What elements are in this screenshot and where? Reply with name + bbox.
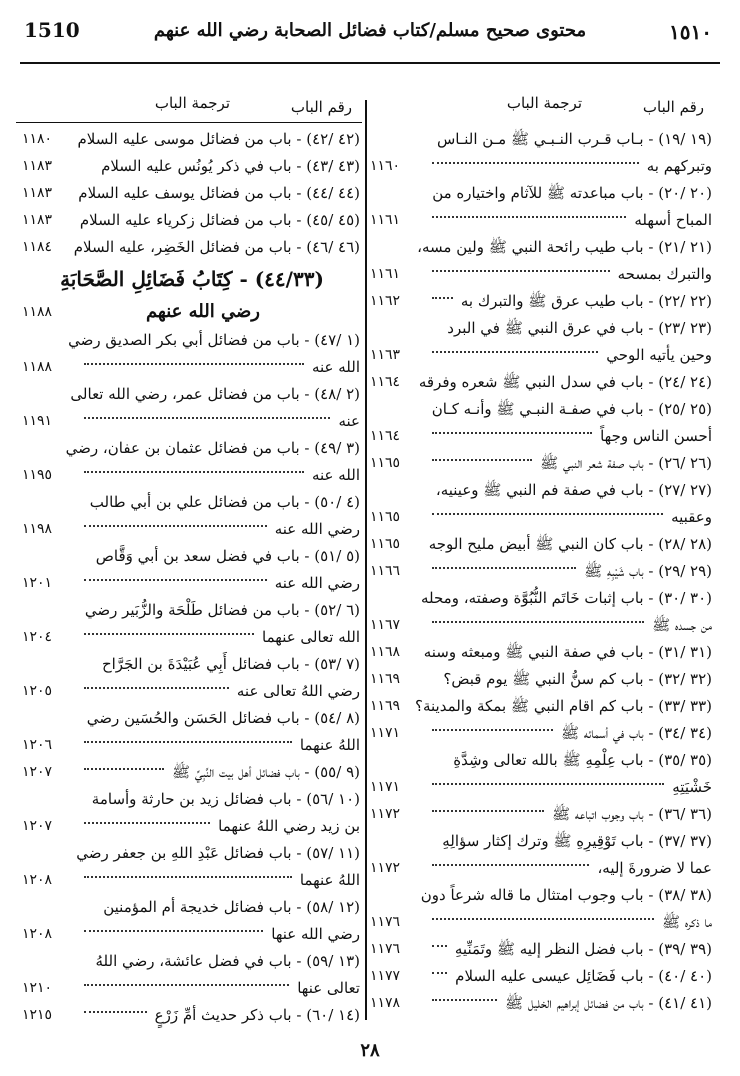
entry-text: من جسده ﷺ <box>652 616 712 634</box>
dot-leader <box>84 930 263 932</box>
dot-leader <box>432 864 589 866</box>
entry-text: اللهُ عنهما <box>299 736 360 754</box>
dot-leader <box>84 984 289 986</box>
chapter-entry <box>372 531 712 558</box>
right-entries <box>372 126 712 1017</box>
entry-text: (٣١ /٣١) - باب في صفة النبي ﷺ ومبعثه وسنه <box>423 643 712 661</box>
entry-page-number: ١١٩٨ <box>22 521 53 537</box>
entry-text: (٣٦ /٣٦) - باب وجوب اتباعه ﷺ <box>552 805 712 823</box>
entry-text: رضي الله عنه <box>274 520 360 538</box>
entry-text: (١٠ /٥٦) - باب فضائل زيد بن حارثة وأسامة <box>91 790 360 808</box>
chapter-number-heading: رقم الباب <box>642 98 704 116</box>
dot-leader <box>432 270 610 272</box>
chapter-entry <box>372 963 712 990</box>
entry-text: (٢٢ /٢٢) - باب طيب عرق ﷺ والتبرك به <box>460 292 712 310</box>
entry-continuation-line <box>24 354 360 381</box>
entry-text: (٤٣ /٤٣) - باب في ذكر يُونُس عليه السلام <box>101 157 360 175</box>
entry-continuation-line <box>372 153 712 180</box>
entry-continuation-line <box>372 207 712 234</box>
dot-leader <box>84 768 164 770</box>
entry-page-number: ١١٧١ <box>370 725 401 741</box>
chapter-entry <box>372 693 712 720</box>
dot-leader <box>432 729 553 731</box>
entry-page-number: ١١٦٣ <box>370 347 401 363</box>
entry-page-number: ١١٦٤ <box>370 428 401 444</box>
entry-continuation-line <box>372 855 712 882</box>
chapter-entry <box>372 747 712 774</box>
left-column-header-rule <box>16 122 362 123</box>
chapter-entry <box>24 759 360 786</box>
chapter-entry <box>372 936 712 963</box>
entry-text: (٢٧ /٢٧) - باب في صفة فم النبي ﷺ وعينيه، <box>435 481 712 499</box>
entry-page-number: ١٢٠٨ <box>22 926 53 942</box>
entry-continuation-line <box>24 462 360 489</box>
dot-leader <box>84 822 210 824</box>
column-divider <box>365 100 367 1020</box>
entry-text: (٣٥ /٣٥) - باب عِلْمِهِ ﷺ بالله تعالى وشِدَّةِ <box>453 751 712 769</box>
chapter-entry <box>24 327 360 354</box>
chapter-entry <box>372 882 712 909</box>
entry-continuation-line <box>24 813 360 840</box>
entry-text: (١١ /٥٧) - باب فضائل عَبْدِ اللهِ بن جعفر رضي <box>76 844 360 862</box>
entry-continuation-line <box>24 867 360 894</box>
entry-page-number: ١١٧١ <box>370 779 401 795</box>
chapter-entry <box>24 705 360 732</box>
dot-leader <box>432 162 639 164</box>
entry-text: والتبرك بمسحه <box>617 265 712 283</box>
dot-leader <box>432 945 447 947</box>
entry-text: المباح أسهله <box>634 211 712 229</box>
entry-continuation-line <box>372 612 712 639</box>
entry-continuation-line <box>372 909 712 936</box>
running-title: محتوى صحيح مسلم/كتاب فضائل الصحابة رضي الله عنهم <box>153 20 587 41</box>
entry-continuation-line <box>24 975 360 1002</box>
dot-leader <box>432 621 644 623</box>
chapter-entry <box>372 558 712 585</box>
entry-text: (٤٢ /٤٢) - باب من فضائل موسى عليه السلام <box>77 130 360 148</box>
entry-page-number: ١١٧٨ <box>370 995 401 1011</box>
entry-text: (٤٠ /٤٠) - باب فَضَائِل عيسى عليه السلام <box>455 967 712 985</box>
entry-page-number: ١١٨٨ <box>22 359 53 375</box>
chapter-entry <box>24 234 360 261</box>
dot-leader <box>432 513 663 515</box>
book-subtitle-line <box>24 297 360 327</box>
dot-leader <box>432 918 654 920</box>
entry-text: (٢٩ /٢٩) - باب شَيْبِهِ ﷺ <box>584 562 712 580</box>
entry-text: الله عنه <box>311 466 360 484</box>
entry-page-number: ١٢٠١ <box>22 575 53 591</box>
entry-text: (٨ /٥٤) - باب فضائل الحَسَن والحُسَين رضي <box>86 709 360 727</box>
entry-page-number: ١٢٠٥ <box>22 683 53 699</box>
entry-text: اللهُ عنهما <box>299 871 360 889</box>
chapter-entry <box>372 234 712 261</box>
entry-text: (٩ /٥٥) - باب فضائل أهل بيت النَّبِيِّ ﷺ <box>172 763 360 781</box>
entry-text: بن زيد رضي اللهُ عنهما <box>218 817 360 835</box>
entry-page-number: ١١٦٢ <box>370 293 401 309</box>
entry-text: ما ذكره ﷺ <box>661 913 712 931</box>
entry-page-number: ١٢٠٨ <box>22 872 53 888</box>
dot-leader <box>432 810 544 812</box>
dot-leader <box>432 351 598 353</box>
chapter-entry <box>372 828 712 855</box>
entry-page-number: ١١٦٩ <box>370 698 401 714</box>
entry-continuation-line <box>372 774 712 801</box>
entry-text: (٢٦ /٢٦) - باب صفة شعر النبي ﷺ <box>540 454 712 472</box>
entry-page-number: ١١٩٥ <box>22 467 53 483</box>
chapter-title-heading: ترجمة الباب <box>154 94 230 112</box>
chapter-entry <box>372 990 712 1017</box>
dot-leader <box>432 432 592 434</box>
dot-leader <box>84 471 304 473</box>
chapter-entry <box>24 948 360 975</box>
chapter-entry <box>24 435 360 462</box>
chapter-entry <box>24 840 360 867</box>
entry-continuation-line <box>372 504 712 531</box>
entry-text: (٧ /٥٣) - باب فضائل أَبِي عُبَيْدَةَ بن الجَرَّاح <box>101 655 360 673</box>
entry-text: (٣٨ /٣٨) - باب وجوب امتثال ما قاله شرعاً دون <box>420 886 712 904</box>
entry-continuation-line <box>24 678 360 705</box>
entry-page-number: ١١٨٣ <box>22 158 53 174</box>
entry-continuation-line <box>24 570 360 597</box>
entry-text: (٣٢ /٣٢) - باب كم سنُّ النبي ﷺ يوم قبض؟ <box>443 670 712 688</box>
entry-continuation-line <box>24 921 360 948</box>
entry-text: (٣٠ /٣٠) - باب إثبات خَاتَم النُّبُوَّة وصفته، ومحله <box>420 589 712 607</box>
entry-text: وتبركهم به <box>646 157 712 175</box>
chapter-entry <box>24 1002 360 1029</box>
dot-leader <box>432 972 447 974</box>
entry-page-number: ١١٧٦ <box>370 914 401 930</box>
chapter-entry <box>372 126 712 153</box>
entry-text: رضي الله عنه <box>274 574 360 592</box>
entry-text: (٢٨ /٢٨) - باب كان النبي ﷺ أبيض مليح الوجه <box>428 535 712 553</box>
entry-page-number: ١٢٠٤ <box>22 629 53 645</box>
entry-text: (٢٥ /٢٥) - باب في صفـة النبـي ﷺ وأنـه كـان <box>431 400 712 418</box>
dot-leader <box>84 1011 147 1013</box>
entry-text: (٤ /٥٠) - باب من فضائل علي بن أبي طالب <box>89 493 360 511</box>
dot-leader <box>432 999 497 1001</box>
dot-leader <box>432 216 626 218</box>
entry-continuation-line <box>24 408 360 435</box>
chapter-entry <box>372 315 712 342</box>
entry-page-number: ١١٦٥ <box>370 509 401 525</box>
chapter-entry <box>24 207 360 234</box>
chapter-entry <box>24 894 360 921</box>
chapter-entry <box>372 180 712 207</box>
entry-text: (٣٣ /٣٣) - باب كم اقام النبي ﷺ بمكة والمدينة؟ <box>414 697 712 715</box>
entry-page-number: ١١٦١ <box>370 266 401 282</box>
entry-continuation-line <box>372 261 712 288</box>
entry-text: (٣٧ /٣٧) - باب تَوْقِيرِهِ ﷺ وترك إكثار سؤالِهِ <box>442 832 712 850</box>
entry-continuation-line <box>24 516 360 543</box>
dot-leader <box>432 297 453 299</box>
dot-leader <box>84 417 330 419</box>
chapter-entry <box>372 396 712 423</box>
entry-text: تعالى عنها <box>297 979 360 997</box>
entry-text: خَشْيَتِهِ <box>672 778 712 796</box>
entry-text: (١٢ /٥٨) - باب فضائل خديجة أم المؤمنين <box>103 898 360 916</box>
chapter-entry <box>24 381 360 408</box>
entry-page-number: ١١٨٣ <box>22 212 53 228</box>
dot-leader <box>84 363 304 365</box>
entry-text: (٢٤ /٢٤) - باب في سدل النبي ﷺ شعره وفرقه <box>418 373 712 391</box>
entry-text: (٤١ /٤١) - باب من فضائل إبراهيم الخليل ﷺ <box>504 994 712 1012</box>
chapter-entry <box>372 450 712 477</box>
dot-leader <box>432 459 532 461</box>
dot-leader <box>84 876 292 878</box>
entry-continuation-line <box>24 624 360 651</box>
entry-text: (٢ /٤٨) - باب من فضائل عمر، رضي الله تعالى <box>70 385 360 403</box>
entry-page-number: ١٢١٠ <box>22 980 53 996</box>
chapter-entry <box>24 597 360 624</box>
left-column-header <box>24 68 360 116</box>
dot-leader <box>84 741 292 743</box>
chapter-entry <box>372 369 712 396</box>
entry-text: (٣ /٤٩) - باب من فضائل عثمان بن عفان، رضي <box>65 439 360 457</box>
chapter-entry <box>372 288 712 315</box>
chapter-entry <box>24 651 360 678</box>
chapter-entry <box>24 126 360 153</box>
entry-continuation-line <box>372 342 712 369</box>
entry-text: رضي اللهُ تعالى عنه <box>236 682 360 700</box>
entry-text: (٦ /٥٢) - باب من فضائل طَلْحَة والزُّبَير رضي <box>84 601 360 619</box>
entry-text: (١٣ /٥٩) - باب في فضل عائشة، رضي اللهُ <box>95 952 360 970</box>
entry-page-number: ١١٧٢ <box>370 806 401 822</box>
entry-page-number: ١١٦٧ <box>370 617 401 633</box>
dot-leader <box>84 687 229 689</box>
entry-text: عنه <box>338 412 360 430</box>
chapter-title-heading: ترجمة الباب <box>506 94 582 112</box>
left-entries <box>24 126 360 1029</box>
chapter-entry <box>372 666 712 693</box>
entry-text: (٢١ /٢١) - باب طيب رائحة النبي ﷺ ولين مسه، <box>417 238 712 256</box>
footer-page-number: ٢٨ <box>360 1040 380 1061</box>
dot-leader <box>432 567 576 569</box>
entry-page-number: ١٢١٥ <box>22 1007 53 1023</box>
entry-page-number: ١١٦٩ <box>370 671 401 687</box>
chapter-entry <box>24 489 360 516</box>
entry-continuation-line <box>372 423 712 450</box>
entry-text: أحسن الناس وجهاً <box>600 427 712 445</box>
entry-text: (٢٠ /٢٠) - باب مباعدته ﷺ للآثام واختياره من <box>432 184 712 202</box>
entry-text: (١٤ /٦٠) - باب ذكر حديث أمِّ زَرْعٍ <box>154 1006 360 1024</box>
entry-page-number: ١١٦٤ <box>370 374 401 390</box>
entry-text: رضي الله عنها <box>271 925 360 943</box>
book-page-number: ١١٨٨ <box>22 304 53 320</box>
dot-leader <box>84 525 267 527</box>
entry-text: (٢٣ /٢٣) - باب في عرق النبي ﷺ في البرد <box>447 319 712 337</box>
right-column-header <box>372 68 712 116</box>
dot-leader <box>432 783 664 785</box>
entry-text: (٣٩ /٣٩) - باب فضل النظر إليه ﷺ وتَمَنِّيهِ <box>454 940 712 958</box>
left-top-entries <box>24 126 360 261</box>
entry-text: (١ /٤٧) - باب من فضائل أبي بكر الصديق رضي <box>68 331 360 349</box>
entry-page-number: ١٢٠٧ <box>22 764 53 780</box>
entry-text: (٣٤ /٣٤) - باب في أسمائه ﷺ <box>561 724 712 742</box>
chapter-entry <box>24 543 360 570</box>
dot-leader <box>84 579 267 581</box>
chapter-entry <box>372 477 712 504</box>
entry-text: الله عنه <box>311 358 360 376</box>
entry-page-number: ١١٦١ <box>370 212 401 228</box>
entry-page-number: ١١٨٣ <box>22 185 53 201</box>
entry-text: (٤٦ /٤٦) - باب من فضائل الخَضِر، عليه السلام <box>73 238 360 256</box>
book-title: (٤٤/٣٣) - كِتَابُ فَضَائِلِ الصَّحَابَةِ <box>60 267 324 291</box>
chapter-entry <box>372 639 712 666</box>
chapter-entry <box>24 180 360 207</box>
chapter-entry <box>372 720 712 747</box>
entry-page-number: ١١٨٤ <box>22 239 53 255</box>
entry-page-number: ١١٧٦ <box>370 941 401 957</box>
entry-page-number: ١١٦٥ <box>370 536 401 552</box>
left-main-entries <box>24 327 360 1029</box>
left-column <box>22 68 360 1024</box>
right-column <box>370 68 712 1012</box>
book-subtitle: رضي الله عنهم <box>145 301 260 322</box>
entry-text: (٤٥ /٤٥) - باب من فضائل زكرياء عليه السلام <box>79 211 360 229</box>
entry-text: (١٩ /١٩) - بـاب قـرب النـبـي ﷺ مـن النـاس <box>436 130 712 148</box>
entry-page-number: ١١٦٦ <box>370 563 401 579</box>
dot-leader <box>84 633 254 635</box>
entry-page-number: ١١٦٠ <box>370 158 401 174</box>
header-rule <box>20 62 720 64</box>
entry-page-number: ١١٩١ <box>22 413 53 429</box>
entry-text: وحين يأتيه الوحي <box>606 346 712 364</box>
entry-continuation-line <box>24 732 360 759</box>
entry-text: وعقبيه <box>671 508 712 526</box>
entry-page-number: ١١٦٥ <box>370 455 401 471</box>
entry-page-number: ١١٧٧ <box>370 968 401 984</box>
entry-text: (٤٤ /٤٤) - باب من فضائل يوسف عليه السلام <box>78 184 360 202</box>
chapter-entry <box>372 585 712 612</box>
entry-text: الله تعالى عنهما <box>262 628 360 646</box>
chapter-entry <box>24 153 360 180</box>
chapter-number-heading: رقم الباب <box>290 98 352 116</box>
entry-text: (٥ /٥١) - باب في فضل سعد بن أبي وَقَّاص <box>95 547 360 565</box>
entry-page-number: ١١٨٠ <box>22 131 53 147</box>
entry-page-number: ١١٧٢ <box>370 860 401 876</box>
entry-page-number: ١١٦٨ <box>370 644 401 660</box>
page-number-latin: 1510 <box>24 18 80 42</box>
entry-text: عما لا ضرورةَ إليه، <box>597 859 712 877</box>
page-number-arabic: ١٥١٠ <box>669 20 712 44</box>
entry-page-number: ١٢٠٦ <box>22 737 53 753</box>
entry-page-number: ١٢٠٧ <box>22 818 53 834</box>
chapter-entry <box>372 801 712 828</box>
chapter-entry <box>24 786 360 813</box>
